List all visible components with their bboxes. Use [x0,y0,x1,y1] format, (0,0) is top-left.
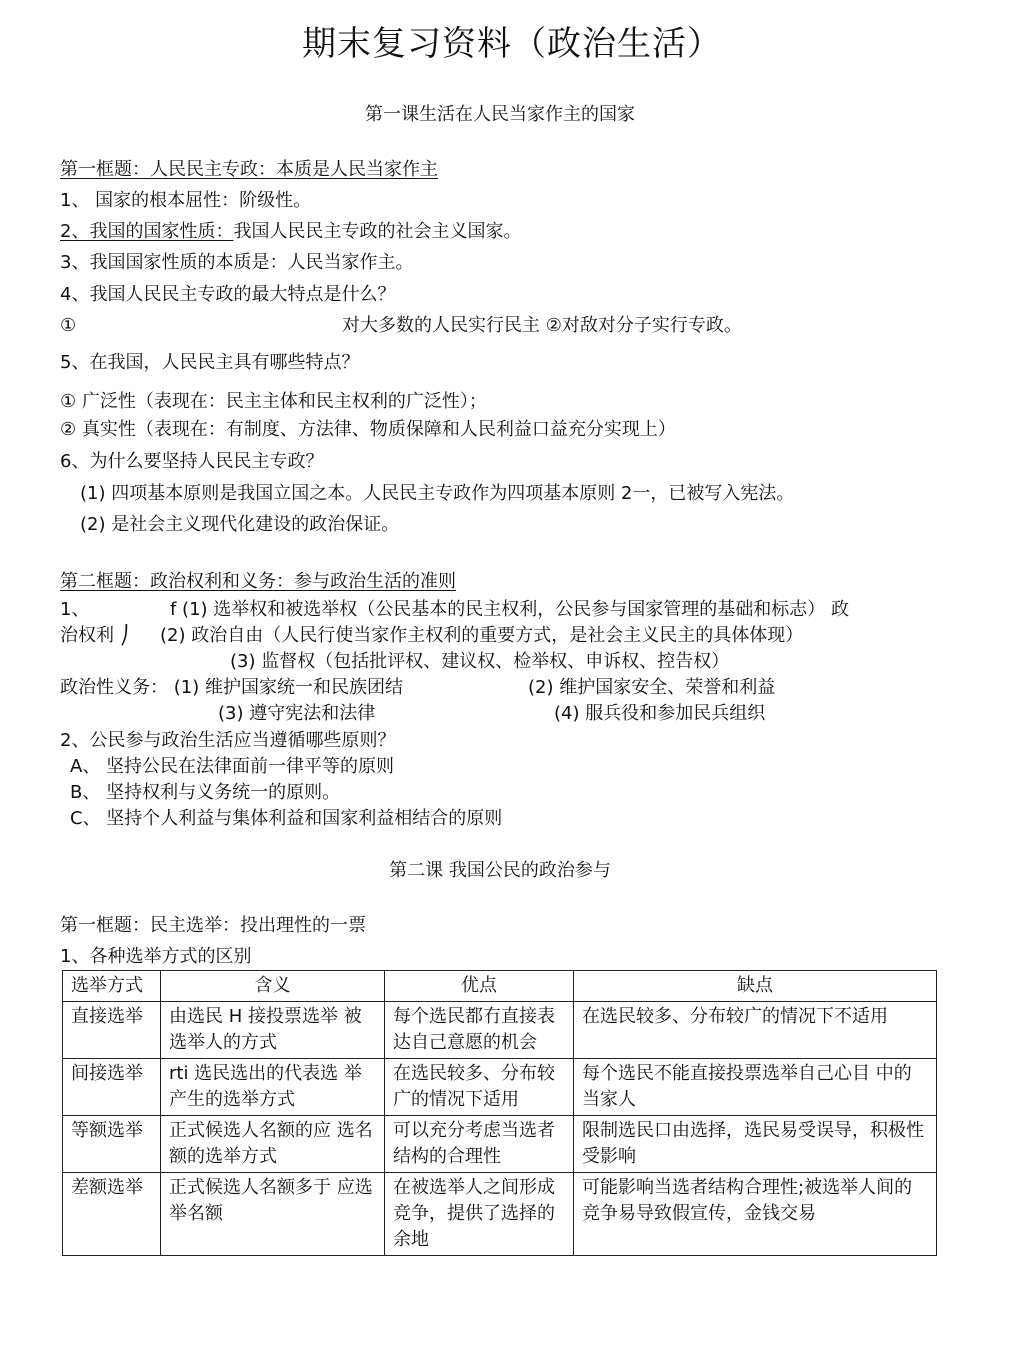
item-line: 3、我国国家性质的本质是：人民当家作主。 [60,252,414,273]
page-title: 期末复习资料（政治生活） [302,24,722,64]
item-line: (2) 政治自由（人民行使当家作主权利的重要方式，是社会主义民主的具体体现） [160,625,804,646]
table-cell: 差额选举 [63,1173,161,1256]
item-text: 我国人民民主专政的社会主义国家。 [233,221,522,242]
item-line: 治权利 ⎠ [60,625,129,646]
item-line: 5、在我国，人民民主具有哪些特点？ [60,352,360,373]
lesson1-heading: 第一课生活在人民当家作主的国家 [365,104,635,125]
list-item: B、 坚持权利与义务统一的原则。 [70,782,341,803]
table-cell: 在选民较多、分布较广的情况下不适用 [574,1002,937,1059]
table-cell: 由选民 H 接投票选举 被选举人的方式 [161,1002,385,1059]
table-row [63,1002,937,1059]
table-cell: 每个选民不能直接投票选举自己心目 中的当家人 [574,1059,937,1116]
item-line: (3) 监督权（包括批评权、建议权、检举权、申诉权、控告权） [230,651,730,672]
table-row [63,1173,937,1256]
lesson2-heading: 第二课 我国公民的政治参与 [389,860,611,881]
lesson1-frame1-title: 第一框题：人民民主专政：本质是人民当家作主 [60,159,438,180]
item-marker: 1、 [60,599,90,620]
item-line: 2、公民参与政治生活应当遵循哪些原则？ [60,730,396,751]
table-header-cell: 优点 [385,971,574,1002]
election-methods-table [62,970,937,1256]
item-line: (3) 遵守宪法和法律 [218,703,376,724]
list-item: A、 坚持公民在法律面前一律平等的原则 [70,756,395,777]
item-line: ② 真实性（表现在：有制度、方法律、物质保障和人民利益口益充分实现上） [60,419,676,440]
item-line: 6、为什么要坚持人民民主专政？ [60,451,324,472]
table-cell: 每个选民都冇直接表达自己意愿的机会 [385,1002,574,1059]
table-cell: 间接选举 [63,1059,161,1116]
table-cell: 正式候选人名额多于 应选举名额 [161,1173,385,1256]
item-line: 4、我国人民民主专政的最大特点是什么？ [60,284,396,305]
item-line: ① 广泛性（表现在：民主主体和民主权利的广泛性）； [60,391,487,412]
table-cell: 可能影响当选者结构合理性;被选举人间的竞争易导致假宣传，金钱交易 [574,1173,937,1256]
table-header-row [63,971,937,1002]
table-cell: 在被选举人之间形成竞争，提供了选择的余地 [385,1173,574,1256]
item-line: (4) 服兵役和参加民兵组织 [554,703,766,724]
item-line: (2) 维护国家安全、荣誉和利益 [528,677,776,698]
table-row [63,1059,937,1116]
item-line: 对大多数的人民实行民主 ②对敌对分子实行专政。 [342,315,742,336]
item-line: (2) 是社会主义现代化建设的政治保证。 [80,514,400,535]
table-cell: rti 选民选出的代表选 举产生的选举方式 [161,1059,385,1116]
lesson1-frame2-title: 第二框题：政治权利和义务：参与政治生活的准则 [60,571,456,592]
underlined-term: 2、我国的国家性质： [60,221,234,242]
item-line: 政治性义务： (1) 维护国家统一和民族团结 [60,677,403,698]
item-line: 1、 国家的根本屈性：阶级性。 [60,190,312,211]
table-header-cell: 含义 [161,971,385,1002]
item-marker: ① [60,315,77,336]
table-cell: 可以充分考虑当选者结构的合理性 [385,1116,574,1173]
item-line: (1) 四项基本原则是我国立国之本。人民民主专政作为四项基本原则 2一，已被写入宪法。 [80,483,795,504]
table-header-cell: 缺点 [574,971,937,1002]
table-cell: 等额选举 [63,1116,161,1173]
table-row [63,1116,937,1173]
item-line: 1、各种选举方式的区别 [60,946,252,967]
item-line: f (1) 选举权和被选举权（公民基本的民主权利，公民参与国家管理的基础和标志） 政 [170,599,849,620]
item-line [60,220,521,244]
lesson2-frame1-title: 第一框题：民主选举：投出理性的一票 [60,915,366,936]
table-header-cell: 选举方式 [63,971,161,1002]
list-item: C、 坚持个人利益与集体利益和国家利益相结合的原则 [70,808,503,829]
table-cell: 正式候选人名额的应 选名额的选举方式 [161,1116,385,1173]
table-cell: 直接选举 [63,1002,161,1059]
table-cell: 限制选民口由选择，选民易受误导，积极性受影响 [574,1116,937,1173]
table-cell: 在选民较多、分布较广的情况下适用 [385,1059,574,1116]
